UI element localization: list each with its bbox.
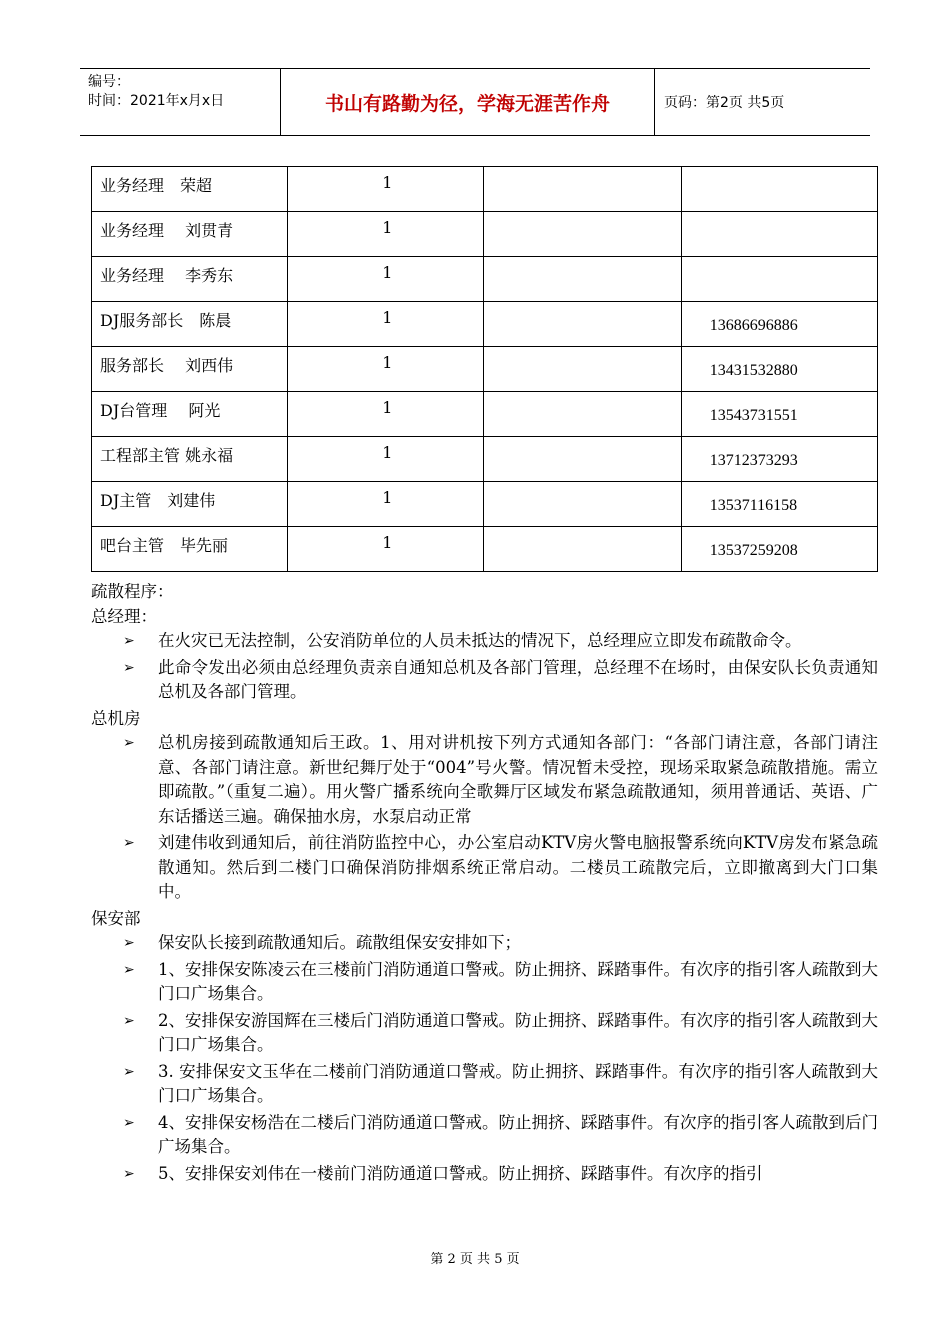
staff-phone-cell: 13543731551	[681, 392, 877, 437]
staff-count-cell: 1	[288, 437, 484, 482]
list-item	[91, 1162, 878, 1187]
section-title-security: 保安部	[91, 908, 141, 928]
staff-phone-cell: 13712373293	[681, 437, 877, 482]
staff-empty-cell	[484, 482, 681, 527]
list-item-text: 总机房接到疏散通知后王政。1、用对讲机按下列方式通知各部门：“各部门请注意，各部门请注意、各部门请注意。新世纪舞厅处于“004”号火警。情况暂未受控，现场采取紧急疏散措施。需立即疏散。”（重复二遍）。用火警广播系统向全歌舞厅区域发布紧急疏散通知，须用普通话、英语、广东话播送三遍。确保抽水房，水泵启动正常	[158, 733, 878, 826]
staff-role-cell: DJ服务部长 陈晨	[92, 302, 288, 347]
staff-count-cell: 1	[288, 302, 484, 347]
table-row	[92, 527, 878, 572]
arrow-bullet-icon: ➢	[123, 935, 135, 951]
procedure-heading: 疏散程序：	[91, 582, 174, 601]
staff-count-cell: 1	[288, 257, 484, 302]
header-motto: 书山有路勤为径，学海无涯苦作舟	[281, 69, 655, 135]
staff-empty-cell	[484, 347, 681, 392]
table-row	[92, 257, 878, 302]
staff-role-cell: 工程部主管 姚永福	[92, 437, 288, 482]
staff-role-cell: 业务经理 荣超	[92, 167, 288, 212]
staff-count-cell: 1	[288, 392, 484, 437]
list-item	[91, 931, 878, 956]
page-footer: 第 2 页 共 5 页	[430, 1252, 520, 1267]
staff-phone-cell	[681, 212, 877, 257]
list-item-text: 刘建伟收到通知后，前往消防监控中心，办公室启动KTV房火警电脑报警系统向KTV房发布紧急疏散通知。然后到二楼门口确保消防排烟系统正常启动。二楼员工疏散完后，立即撤离到大门口集中。	[158, 833, 878, 901]
staff-role-cell: 业务经理 李秀东	[92, 257, 288, 302]
list-item-text: 此命令发出必须由总经理负责亲自通知总机及各部门管理，总经理不在场时，由保安队长负责通知总机及各部门管理。	[158, 657, 878, 701]
staff-count-cell: 1	[288, 482, 484, 527]
staff-empty-cell	[484, 437, 681, 482]
staff-count-cell: 1	[288, 167, 484, 212]
staff-phone-cell: 13537259208	[681, 527, 877, 572]
staff-phone-cell	[681, 167, 877, 212]
header-meta	[80, 69, 281, 135]
table-row	[92, 437, 878, 482]
header-number: 编号：	[88, 74, 130, 90]
page-header	[80, 68, 870, 136]
arrow-bullet-icon: ➢	[123, 961, 135, 978]
table-row	[92, 392, 878, 437]
staff-role-cell: 服务部长 刘西伟	[92, 347, 288, 392]
list-item	[91, 831, 878, 905]
table-row	[92, 302, 878, 347]
staff-phone-cell: 13431532880	[681, 347, 877, 392]
arrow-bullet-icon: ➢	[123, 1012, 135, 1029]
staff-count-cell: 1	[288, 347, 484, 392]
staff-empty-cell	[484, 212, 681, 257]
staff-count-cell: 1	[288, 527, 484, 572]
table-row	[92, 212, 878, 257]
staff-role-cell: 业务经理 刘贯青	[92, 212, 288, 257]
arrow-bullet-icon: ➢	[123, 1165, 135, 1182]
list-item-text: 5、安排保安刘伟在一楼前门消防通道口警戒。防止拥挤、踩踏事件。有次序的指引	[158, 1163, 763, 1183]
staff-empty-cell	[484, 392, 681, 437]
staff-role-cell: DJ主管 刘建伟	[92, 482, 288, 527]
section-title-gm: 总经理：	[91, 606, 157, 626]
staff-empty-cell	[484, 302, 681, 347]
arrow-bullet-icon: ➢	[123, 1063, 135, 1080]
table-row	[92, 167, 878, 212]
table-row	[92, 347, 878, 392]
list-item	[91, 1111, 878, 1160]
staff-role-cell: 吧台主管 毕先丽	[92, 527, 288, 572]
switchboard-list	[91, 731, 881, 905]
list-item-text: 在火灾已无法控制，公安消防单位的人员未抵达的情况下，总经理应立即发布疏散命令。	[158, 631, 802, 650]
list-item	[91, 1009, 878, 1058]
staff-phone-cell	[681, 257, 877, 302]
list-item	[91, 958, 878, 1007]
list-item-text: 2、安排保安游国辉在三楼后门消防通道口警戒。防止拥挤、踩踏事件。有次序的指引客人疏散到大门口广场集合。	[158, 1010, 878, 1054]
staff-phone-cell: 13686696886	[681, 302, 877, 347]
header-date: 时间：2021年x月x日	[88, 93, 225, 109]
arrow-bullet-icon: ➢	[123, 835, 135, 851]
list-item-text: 1、安排保安陈凌云在三楼前门消防通道口警戒。防止拥挤、踩踏事件。有次序的指引客人疏散到大门口广场集合。	[158, 959, 878, 1003]
arrow-bullet-icon: ➢	[123, 633, 135, 649]
staff-empty-cell	[484, 257, 681, 302]
staff-phone-cell: 13537116158	[681, 482, 877, 527]
list-item-text: 3. 安排保安文玉华在二楼前门消防通道口警戒。防止拥挤、踩踏事件。有次序的指引客人疏散到大门口广场集合。	[158, 1061, 878, 1105]
staff-table	[91, 166, 878, 572]
list-item	[91, 629, 878, 654]
staff-empty-cell	[484, 167, 681, 212]
header-page-label: 页码：第2页 共5页	[664, 95, 785, 111]
table-row	[92, 482, 878, 527]
list-item-text: 保安队长接到疏散通知后。疏散组保安安排如下；	[158, 933, 521, 952]
security-list	[91, 931, 881, 1186]
list-item	[91, 656, 878, 705]
list-item	[91, 1060, 878, 1109]
gm-list	[91, 629, 881, 705]
staff-role-cell: DJ台管理 阿光	[92, 392, 288, 437]
staff-empty-cell	[484, 527, 681, 572]
arrow-bullet-icon: ➢	[123, 735, 135, 751]
arrow-bullet-icon: ➢	[123, 659, 135, 676]
list-item-text: 4、安排保安杨浩在二楼后门消防通道口警戒。防止拥挤、踩踏事件。有次序的指引客人疏散到后门广场集合。	[158, 1112, 878, 1156]
arrow-bullet-icon: ➢	[123, 1114, 135, 1131]
list-item	[91, 731, 878, 829]
evacuation-procedure	[91, 580, 881, 1188]
staff-count-cell: 1	[288, 212, 484, 257]
section-title-switchboard: 总机房	[91, 708, 141, 728]
